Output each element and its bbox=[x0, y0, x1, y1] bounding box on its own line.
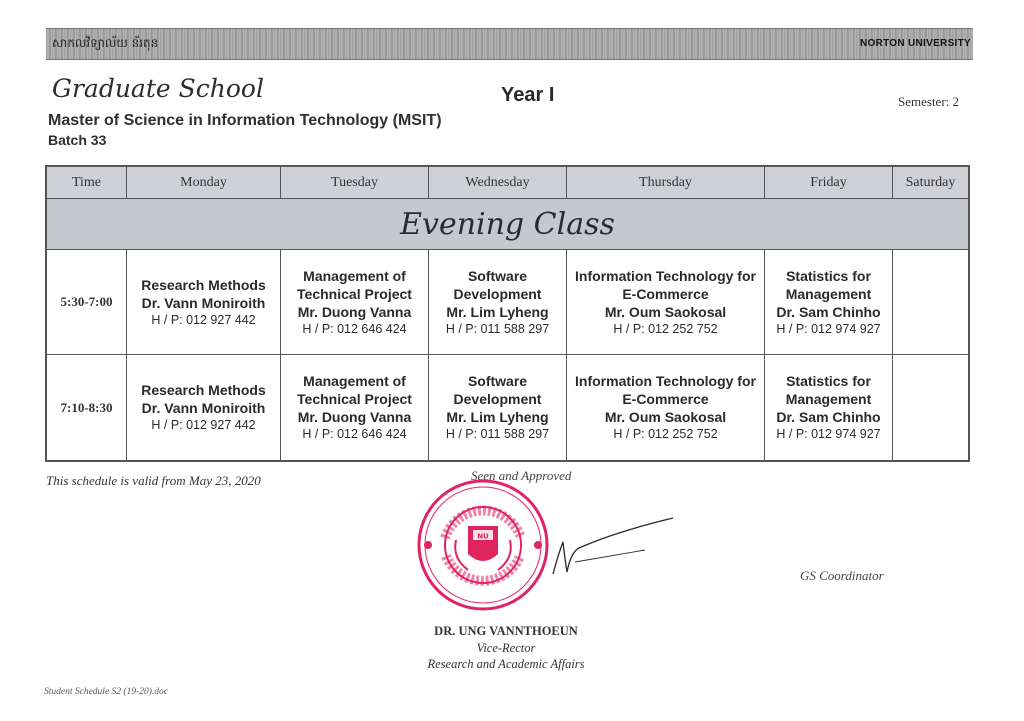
lecturer-phone: H / P: 012 646 424 bbox=[302, 321, 407, 336]
lecturer-phone: H / P: 012 927 442 bbox=[151, 418, 256, 432]
lecturer-phone: H / P: 012 974 927 bbox=[776, 321, 881, 336]
khmer-university-name: សាកលវិទ្យាល័យ ន័រតុន bbox=[52, 36, 159, 50]
column-header-monday: Monday bbox=[127, 167, 281, 198]
lecturer-phone: H / P: 012 974 927 bbox=[776, 427, 881, 441]
signatory-department: Research and Academic Affairs bbox=[427, 657, 585, 671]
lecturer-name: Mr. Oum Saokosal bbox=[604, 303, 727, 320]
lecturer-name: Dr. Vann Moniroith bbox=[141, 294, 266, 311]
class-cell bbox=[127, 250, 281, 354]
class-cell bbox=[765, 250, 893, 354]
handwritten-signature bbox=[545, 512, 685, 582]
university-banner bbox=[46, 28, 973, 60]
lecturer-name: Dr. Sam Chinho bbox=[776, 409, 881, 425]
course-name: Statistics for Management bbox=[785, 267, 872, 302]
coordinator-label: GS Coordinator bbox=[800, 568, 884, 583]
batch-label: Batch 33 bbox=[48, 132, 107, 148]
schedule-table bbox=[45, 165, 970, 462]
lecturer-name: Dr. Vann Moniroith bbox=[141, 400, 266, 416]
column-header-wednesday: Wednesday bbox=[429, 167, 567, 198]
column-header-friday: Friday bbox=[765, 167, 893, 198]
lecturer-name: Mr. Lim Lyheng bbox=[446, 409, 549, 425]
lecturer-name: Mr. Lim Lyheng bbox=[446, 303, 549, 320]
lecturer-name: Mr. Duong Vanna bbox=[297, 303, 412, 320]
column-header-saturday: Saturday bbox=[893, 167, 968, 198]
approval-label: Seen and Approved bbox=[471, 468, 572, 483]
time-slot: 7:10-8:30 bbox=[47, 355, 127, 460]
course-name: Research Methods bbox=[141, 382, 266, 398]
course-name: Software Development bbox=[453, 267, 542, 302]
session-label: Evening Class bbox=[47, 199, 968, 250]
empty-saturday-cell bbox=[893, 355, 968, 460]
course-name: Management of Technical Project bbox=[297, 267, 412, 302]
official-seal-stamp bbox=[416, 478, 550, 612]
course-name: Statistics for Management bbox=[785, 373, 872, 407]
lecturer-phone: H / P: 011 588 297 bbox=[445, 427, 550, 441]
class-cell bbox=[567, 355, 765, 460]
lecturer-phone: H / P: 012 646 424 bbox=[302, 427, 407, 441]
course-name: Research Methods bbox=[141, 276, 266, 293]
class-cell bbox=[567, 250, 765, 354]
lecturer-phone: H / P: 012 252 752 bbox=[613, 427, 718, 441]
lecturer-name: Dr. Sam Chinho bbox=[776, 303, 881, 320]
signatory-name: DR. UNG VANNTHOEUN bbox=[434, 624, 578, 638]
course-name: Management of Technical Project bbox=[297, 373, 412, 407]
column-header-thursday: Thursday bbox=[567, 167, 765, 198]
lecturer-name: Mr. Oum Saokosal bbox=[604, 409, 727, 425]
school-title: Graduate School bbox=[52, 74, 264, 103]
class-cell bbox=[281, 355, 429, 460]
lecturer-phone: H / P: 011 588 297 bbox=[445, 321, 550, 336]
year-label: Year I bbox=[501, 84, 555, 106]
empty-saturday-cell bbox=[893, 250, 968, 354]
lecturer-phone: H / P: 012 927 442 bbox=[151, 312, 256, 327]
program-title: Master of Science in Information Technology (MSIT) bbox=[48, 112, 442, 129]
signatory-role: Vice-Rector bbox=[476, 641, 536, 655]
class-cell bbox=[429, 355, 567, 460]
document-filename: Student Schedule S2 (19-20).doc bbox=[44, 687, 168, 697]
stamp-emblem-text: NU bbox=[477, 532, 489, 541]
time-slot: 5:30-7:00 bbox=[47, 250, 127, 354]
class-cell bbox=[281, 250, 429, 354]
course-name: Information Technology for E-Commerce bbox=[575, 267, 756, 302]
lecturer-phone: H / P: 012 252 752 bbox=[613, 321, 718, 336]
course-name: Software Development bbox=[453, 373, 542, 407]
university-name: NORTON UNIVERSITY bbox=[859, 38, 971, 49]
course-name: Information Technology for E-Commerce bbox=[575, 373, 756, 407]
lecturer-name: Mr. Duong Vanna bbox=[297, 409, 412, 425]
validity-note: This schedule is valid from May 23, 2020 bbox=[46, 473, 261, 488]
class-cell bbox=[429, 250, 567, 354]
column-header-tuesday: Tuesday bbox=[281, 167, 429, 198]
class-cell bbox=[127, 355, 281, 460]
semester-label: Semester: 2 bbox=[898, 94, 960, 109]
column-header-time: Time bbox=[47, 167, 127, 198]
class-cell bbox=[765, 355, 893, 460]
